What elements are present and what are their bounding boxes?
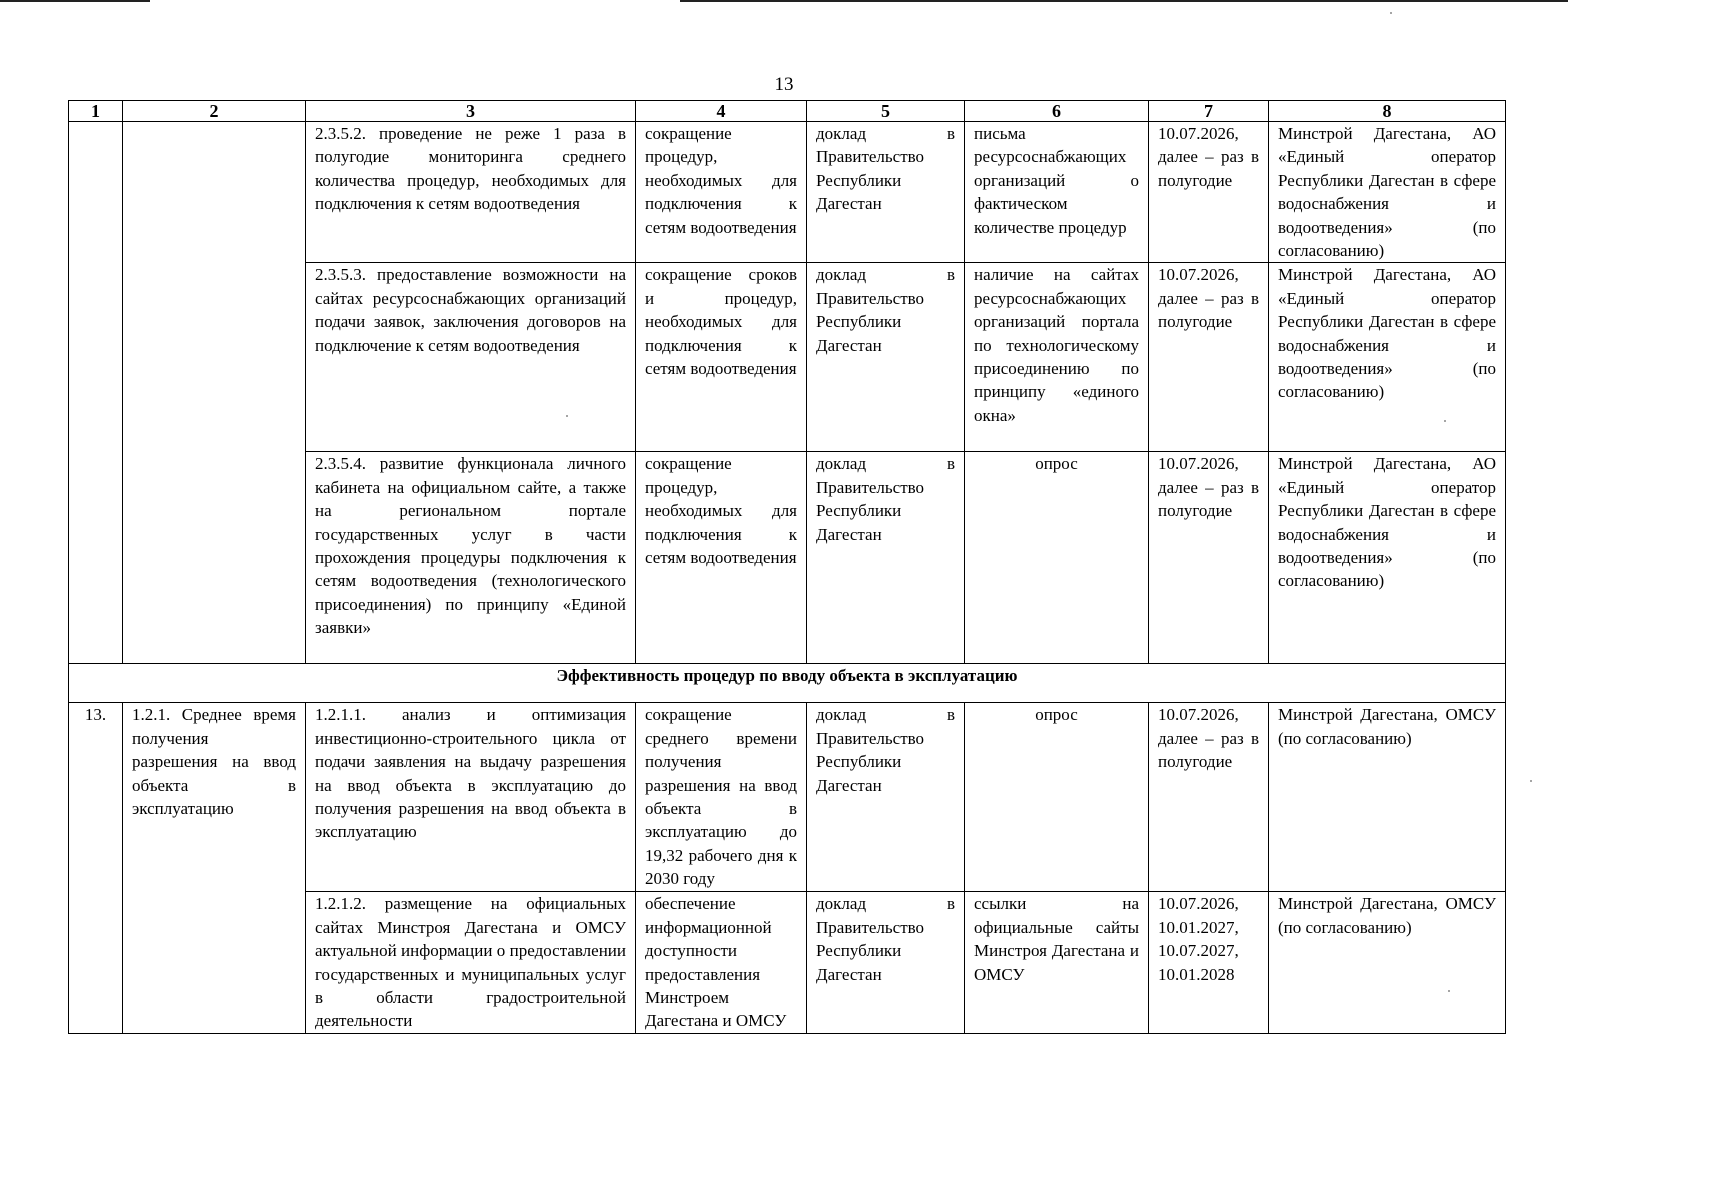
- cell-indicator-empty: [123, 122, 306, 664]
- cell-control-form: доклад в Правительство Республики Дагестан: [807, 892, 965, 1033]
- cell-result: сокращение процедур, необходимых для подключения к сетям водоотведения: [636, 452, 807, 664]
- cell-result: сокращение сроков и процедур, необходимых для подключения к сетям водоотведения: [636, 263, 807, 452]
- cell-confirmation: опрос: [965, 452, 1149, 664]
- cell-deadline: 10.07.2026, далее – раз в полугодие: [1149, 703, 1269, 892]
- cell-responsible: Минстрой Дагестана, ОМСУ (по согласованию): [1269, 892, 1506, 1033]
- col-header-7: 7: [1149, 101, 1269, 122]
- cell-measure: 2.3.5.4. развитие функционала личного кабинета на официальном сайте, а также на региональном портале государственных услуг в части прохождения процедуры подключения к сетям водоотведения (технологического присоединения) по принципу «Единой заявки»: [306, 452, 636, 664]
- section-heading-row: [69, 664, 1506, 703]
- cell-result: сокращение среднего времени получения разрешения на ввод объекта в эксплуатацию до 19,32 рабочего дня к 2030 году: [636, 703, 807, 892]
- column-number-header-row: [69, 101, 1506, 122]
- cell-control-form: доклад в Правительство Республики Дагестан: [807, 703, 965, 892]
- cell-measure: 2.3.5.2. проведение не реже 1 раза в полугодие мониторинга среднего количества процедур, необходимых для подключения к сетям водоотведения: [306, 122, 636, 263]
- col-header-4: 4: [636, 101, 807, 122]
- cell-measure: 1.2.1.1. анализ и оптимизация инвестиционно-строительного цикла от подачи заявления на выдачу разрешения на ввод объекта в эксплуатацию до получения разрешения на ввод объекта в эксплуатацию: [306, 703, 636, 892]
- cell-measure: 1.2.1.2. размещение на официальных сайтах Минстроя Дагестана и ОМСУ актуальной информации о предоставлении государственных и муниципальных услуг в области градостроительной деятельности: [306, 892, 636, 1033]
- section-title: Эффективность процедур по вводу объекта в эксплуатацию: [69, 664, 1506, 703]
- cell-confirmation: письма ресурсоснабжающих организаций о фактическом количестве процедур: [965, 122, 1149, 263]
- scan-speck: [1390, 12, 1392, 14]
- col-header-2: 2: [123, 101, 306, 122]
- col-header-3: 3: [306, 101, 636, 122]
- cell-deadline: 10.07.2026, далее – раз в полугодие: [1149, 263, 1269, 452]
- col-header-8: 8: [1269, 101, 1506, 122]
- cell-confirmation: наличие на сайтах ресурсоснабжающих организаций портала по технологическому присоединению по принципу «единого окна»: [965, 263, 1149, 452]
- col-header-1: 1: [69, 101, 123, 122]
- col-header-5: 5: [807, 101, 965, 122]
- cell-confirmation: ссылки на официальные сайты Минстроя Дагестана и ОМСУ: [965, 892, 1149, 1033]
- cell-measure: 2.3.5.3. предоставление возможности на сайтах ресурсоснабжающих организаций подачи заявок, заключения договоров на подключение к сетям водоотведения: [306, 263, 636, 452]
- scan-top-edge-right: [680, 0, 1568, 2]
- cell-deadline: 10.07.2026, далее – раз в полугодие: [1149, 122, 1269, 263]
- scan-speck: [1448, 990, 1450, 992]
- cell-deadline: 10.07.2026, 10.01.2027, 10.07.2027, 10.01.2028: [1149, 892, 1269, 1033]
- scan-speck: [1530, 780, 1532, 782]
- table-row-1-2-1-1: [69, 703, 1506, 892]
- cell-result: обеспечение информационной доступности предоставления Минстроем Дагестана и ОМСУ: [636, 892, 807, 1033]
- cell-control-form: доклад в Правительство Республики Дагестан: [807, 263, 965, 452]
- cell-number: 13.: [69, 703, 123, 1033]
- scan-speck: [566, 415, 568, 417]
- cell-control-form: доклад в Правительство Республики Дагестан: [807, 452, 965, 664]
- cell-result: сокращение процедур, необходимых для подключения к сетям водоотведения: [636, 122, 807, 263]
- page-number: 13: [774, 74, 794, 95]
- cell-control-form: доклад в Правительство Республики Дагестан: [807, 122, 965, 263]
- table-row-2-3-5-2: [69, 122, 1506, 263]
- action-plan-table: [68, 100, 1506, 1034]
- cell-deadline: 10.07.2026, далее – раз в полугодие: [1149, 452, 1269, 664]
- cell-indicator: 1.2.1. Среднее время получения разрешения на ввод объекта в эксплуатацию: [123, 703, 306, 1033]
- cell-responsible: Минстрой Дагестана, ОМСУ (по согласованию): [1269, 703, 1506, 892]
- col-header-6: 6: [965, 101, 1149, 122]
- cell-number-empty: [69, 122, 123, 664]
- cell-confirmation: опрос: [965, 703, 1149, 892]
- scan-top-edge-left: [0, 0, 150, 2]
- scan-speck: [1444, 420, 1446, 422]
- cell-responsible: Минстрой Дагестана, АО «Единый оператор Республики Дагестан в сфере водоснабжения и водоотведения» (по согласованию): [1269, 263, 1506, 452]
- cell-responsible: Минстрой Дагестана, АО «Единый оператор Республики Дагестан в сфере водоснабжения и водоотведения» (по согласованию): [1269, 452, 1506, 664]
- cell-responsible: Минстрой Дагестана, АО «Единый оператор Республики Дагестан в сфере водоснабжения и водоотведения» (по согласованию): [1269, 122, 1506, 263]
